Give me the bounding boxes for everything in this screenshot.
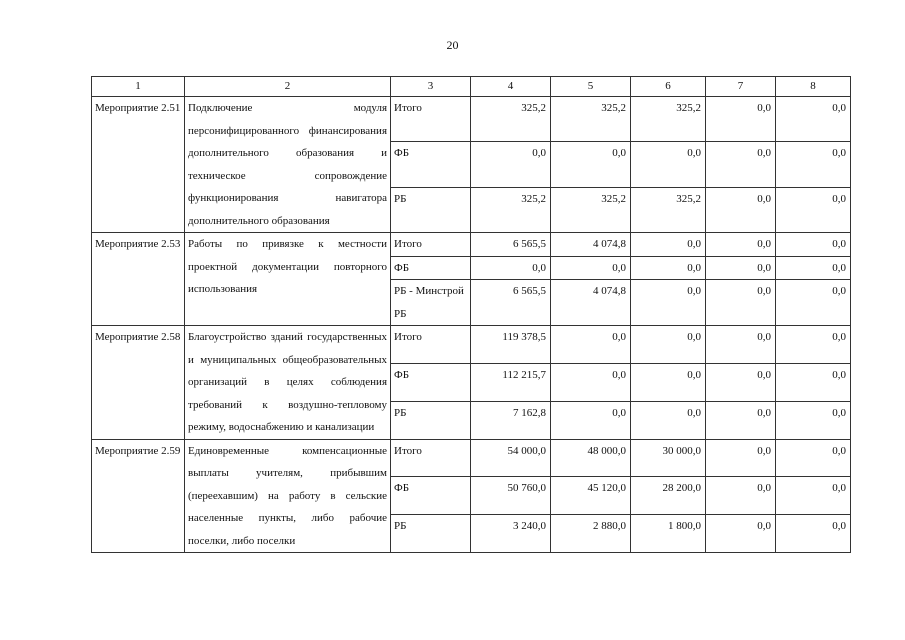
value-cell: 325,2 xyxy=(551,187,631,232)
column-header: 3 xyxy=(391,77,471,97)
value-cell: 0,0 xyxy=(706,363,776,401)
event-cell: Мероприятие 2.59 xyxy=(92,439,185,553)
value-cell: 0,0 xyxy=(551,401,631,439)
event-cell: Мероприятие 2.58 xyxy=(92,326,185,440)
value-cell: 0,0 xyxy=(551,363,631,401)
value-cell: 0,0 xyxy=(551,256,631,280)
funding-source-cell: ФБ xyxy=(391,477,471,515)
column-header: 5 xyxy=(551,77,631,97)
value-cell: 0,0 xyxy=(631,142,706,187)
table-row xyxy=(92,97,851,142)
value-cell: 0,0 xyxy=(776,515,851,553)
value-cell: 0,0 xyxy=(706,326,776,364)
description-cell: Благоустройство зданий государственных и муниципальных общеобразовательных организаций в целях соблюдения требований к воздушно-тепловому режиму, водоснабжению и канализации xyxy=(185,326,391,440)
value-cell: 0,0 xyxy=(776,256,851,280)
description-cell: Подключение модуля персонифицированного финансирования дополнительного образования и техническое сопровождение функционирования навигатора дополнительного образования xyxy=(185,97,391,233)
header-row xyxy=(92,77,851,97)
value-cell: 0,0 xyxy=(706,401,776,439)
value-cell: 0,0 xyxy=(776,280,851,326)
table-row xyxy=(92,233,851,257)
value-cell: 2 880,0 xyxy=(551,515,631,553)
column-header: 2 xyxy=(185,77,391,97)
column-header: 8 xyxy=(776,77,851,97)
funding-source-cell: РБ xyxy=(391,515,471,553)
budget-table xyxy=(91,76,851,553)
value-cell: 0,0 xyxy=(706,142,776,187)
value-cell: 0,0 xyxy=(776,97,851,142)
value-cell: 6 565,5 xyxy=(471,233,551,257)
funding-source-cell: ФБ xyxy=(391,142,471,187)
value-cell: 54 000,0 xyxy=(471,439,551,477)
value-cell: 0,0 xyxy=(706,97,776,142)
value-cell: 325,2 xyxy=(631,187,706,232)
event-cell: Мероприятие 2.51 xyxy=(92,97,185,233)
funding-source-cell: РБ xyxy=(391,187,471,232)
value-cell: 0,0 xyxy=(776,142,851,187)
value-cell: 0,0 xyxy=(706,515,776,553)
value-cell: 0,0 xyxy=(776,477,851,515)
funding-source-cell: РБ xyxy=(391,401,471,439)
value-cell: 325,2 xyxy=(631,97,706,142)
description-cell: Работы по привязке к местности проектной документации повторного использования xyxy=(185,233,391,326)
value-cell: 30 000,0 xyxy=(631,439,706,477)
funding-source-cell: РБ - Минстрой РБ xyxy=(391,280,471,326)
value-cell: 0,0 xyxy=(631,401,706,439)
value-cell: 119 378,5 xyxy=(471,326,551,364)
column-header: 4 xyxy=(471,77,551,97)
value-cell: 0,0 xyxy=(631,256,706,280)
funding-source-cell: Итого xyxy=(391,97,471,142)
value-cell: 6 565,5 xyxy=(471,280,551,326)
value-cell: 325,2 xyxy=(471,187,551,232)
value-cell: 7 162,8 xyxy=(471,401,551,439)
value-cell: 0,0 xyxy=(706,187,776,232)
value-cell: 0,0 xyxy=(776,363,851,401)
value-cell: 4 074,8 xyxy=(551,233,631,257)
funding-source-cell: ФБ xyxy=(391,363,471,401)
value-cell: 0,0 xyxy=(706,256,776,280)
table-row xyxy=(92,326,851,364)
value-cell: 3 240,0 xyxy=(471,515,551,553)
column-header: 7 xyxy=(706,77,776,97)
value-cell: 0,0 xyxy=(776,233,851,257)
value-cell: 0,0 xyxy=(776,401,851,439)
value-cell: 1 800,0 xyxy=(631,515,706,553)
value-cell: 0,0 xyxy=(631,326,706,364)
value-cell: 45 120,0 xyxy=(551,477,631,515)
table-row xyxy=(92,439,851,477)
funding-source-cell: Итого xyxy=(391,233,471,257)
value-cell: 0,0 xyxy=(471,142,551,187)
value-cell: 0,0 xyxy=(776,326,851,364)
value-cell: 48 000,0 xyxy=(551,439,631,477)
value-cell: 0,0 xyxy=(551,142,631,187)
value-cell: 0,0 xyxy=(776,187,851,232)
column-header: 1 xyxy=(92,77,185,97)
funding-source-cell: ФБ xyxy=(391,256,471,280)
value-cell: 0,0 xyxy=(706,477,776,515)
funding-source-cell: Итого xyxy=(391,326,471,364)
page-number: 20 xyxy=(446,38,459,52)
funding-source-cell: Итого xyxy=(391,439,471,477)
value-cell: 325,2 xyxy=(471,97,551,142)
column-header: 6 xyxy=(631,77,706,97)
value-cell: 0,0 xyxy=(631,280,706,326)
value-cell: 0,0 xyxy=(706,280,776,326)
value-cell: 112 215,7 xyxy=(471,363,551,401)
value-cell: 0,0 xyxy=(706,233,776,257)
value-cell: 28 200,0 xyxy=(631,477,706,515)
event-cell: Мероприятие 2.53 xyxy=(92,233,185,326)
description-cell: Единовременные компенсационные выплаты учителям, прибывшим (переехавшим) на работу в сельские населенные пункты, либо рабочие поселки, либо поселки xyxy=(185,439,391,553)
value-cell: 0,0 xyxy=(706,439,776,477)
value-cell: 325,2 xyxy=(551,97,631,142)
value-cell: 0,0 xyxy=(551,326,631,364)
value-cell: 0,0 xyxy=(631,363,706,401)
value-cell: 4 074,8 xyxy=(551,280,631,326)
value-cell: 0,0 xyxy=(776,439,851,477)
value-cell: 0,0 xyxy=(631,233,706,257)
value-cell: 0,0 xyxy=(471,256,551,280)
value-cell: 50 760,0 xyxy=(471,477,551,515)
